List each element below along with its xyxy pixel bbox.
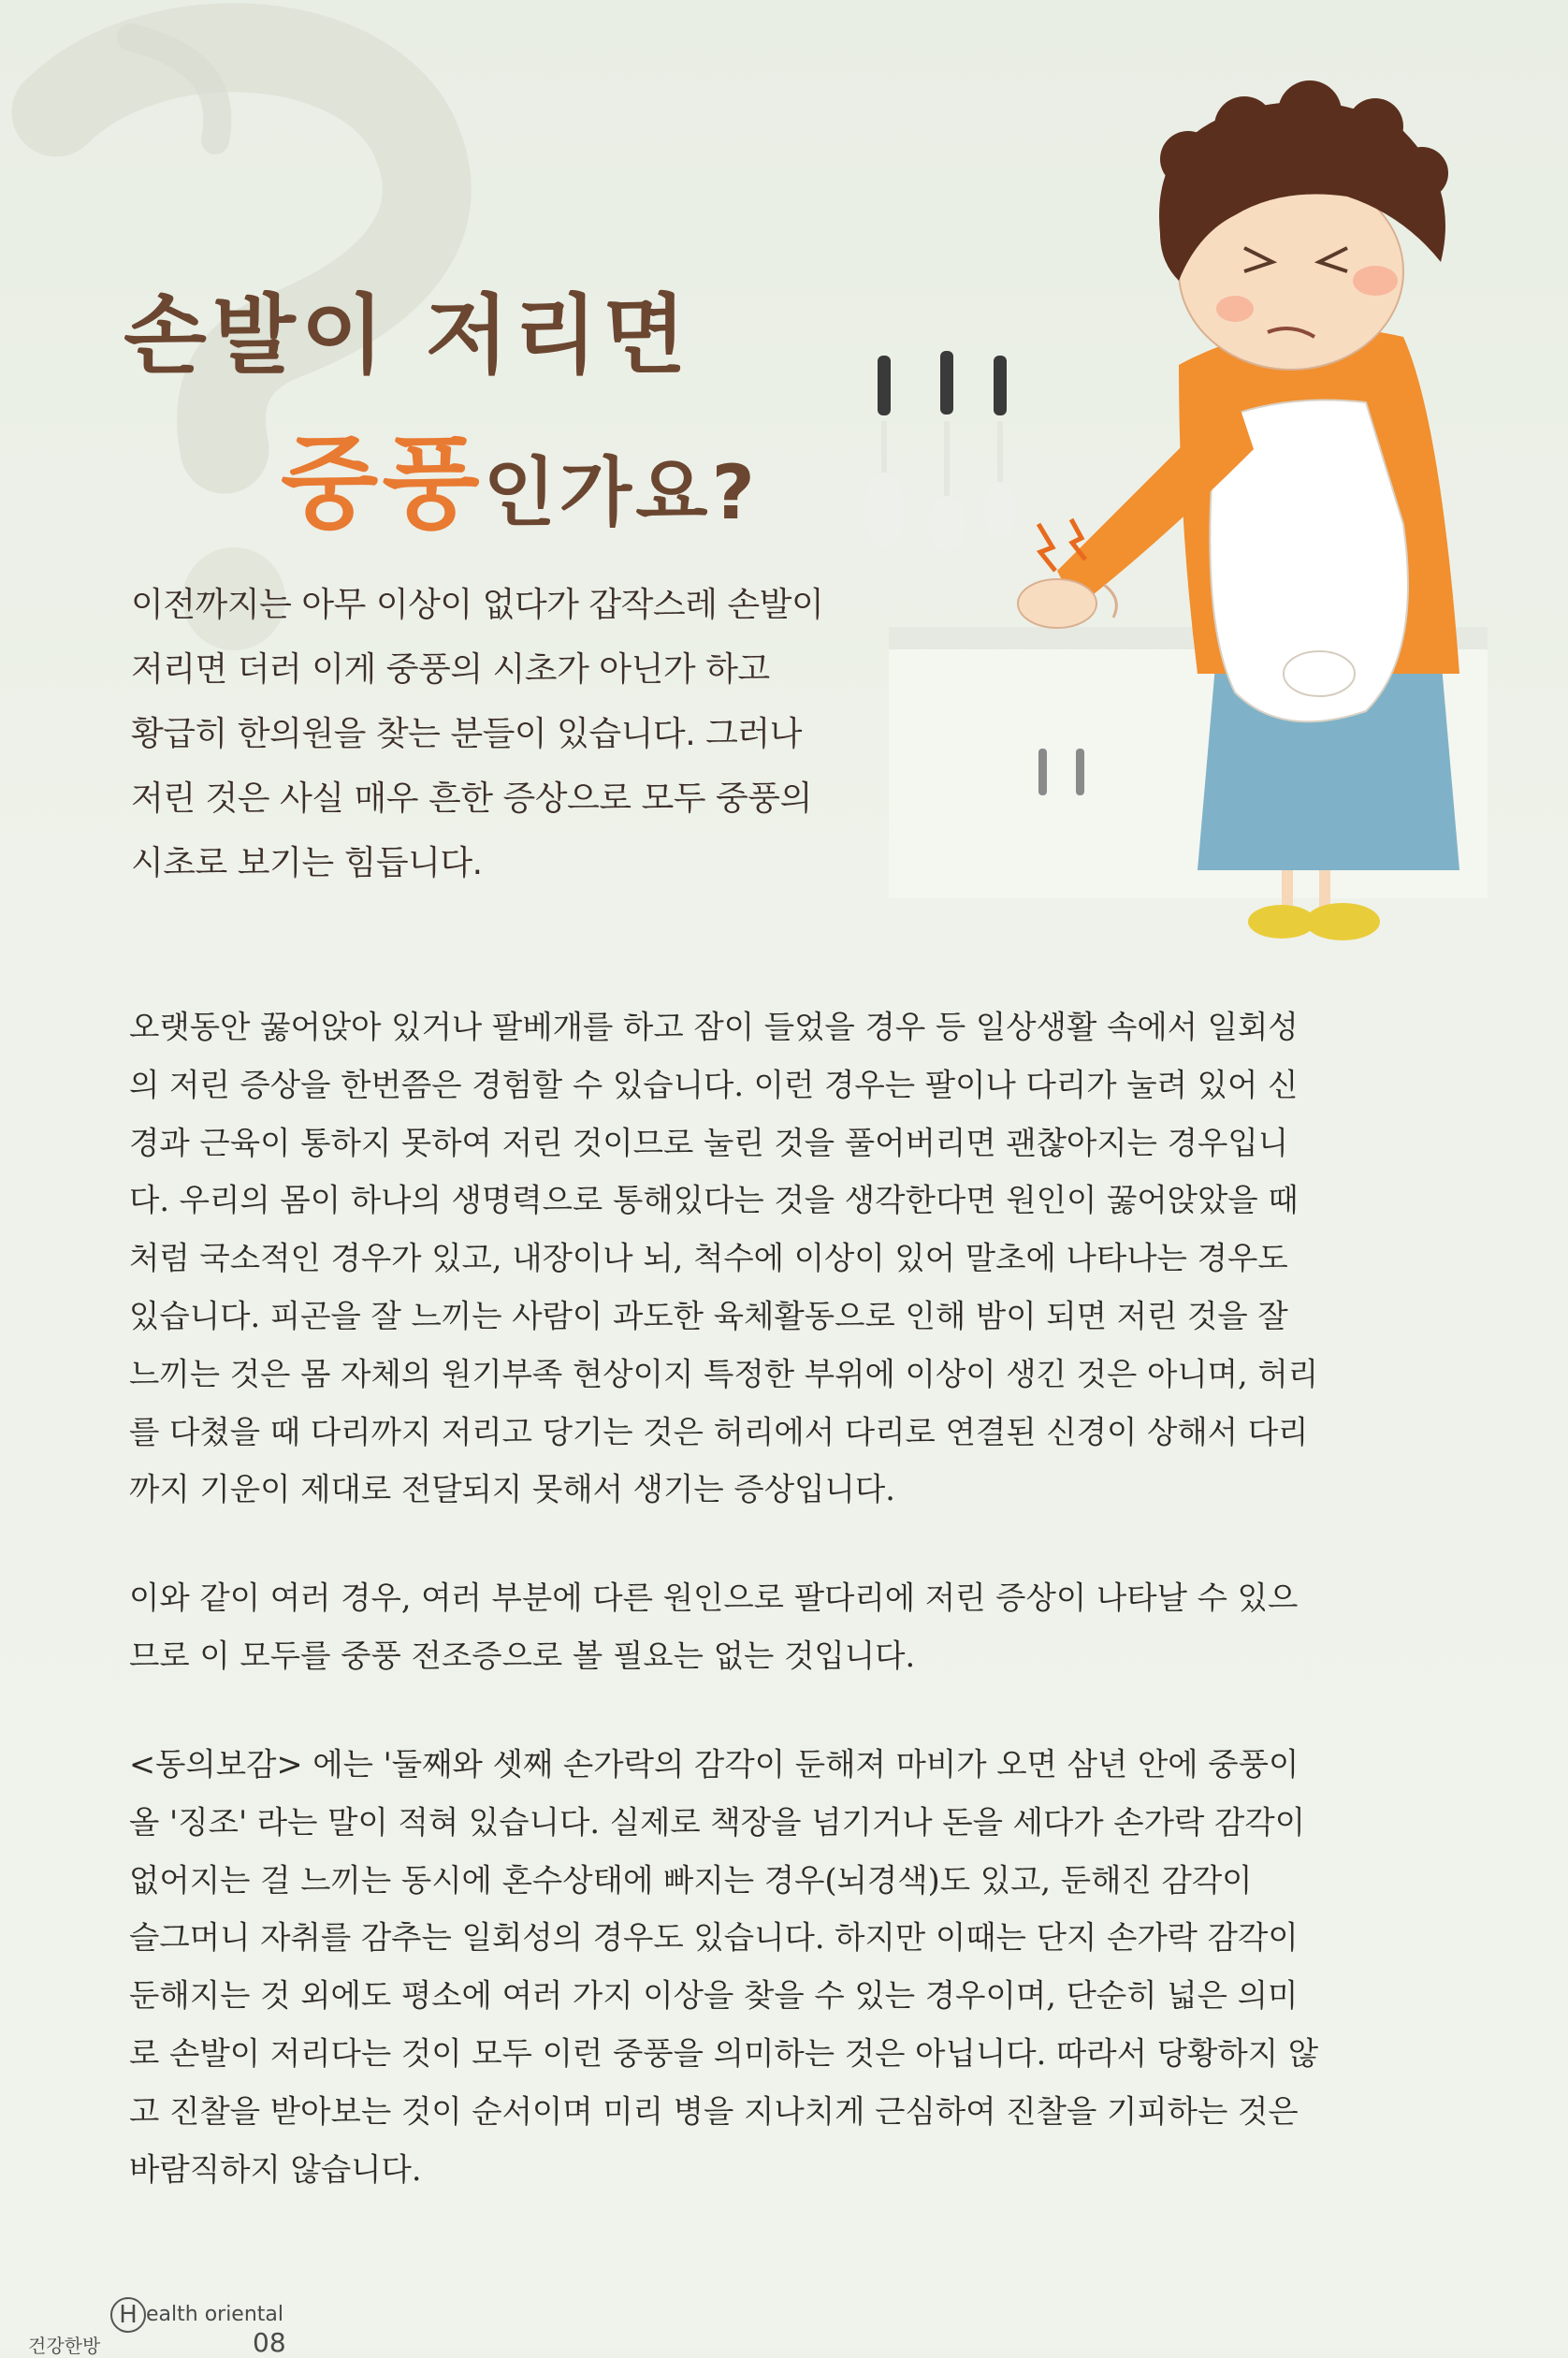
intro-line: 이전까지는 아무 이상이 없다가 갑작스레 손발이 (131, 586, 824, 624)
intro-line: 시초로 보기는 힘듭니다. (131, 844, 483, 882)
body-line: 로 손발이 저리다는 것이 모두 이런 중풍을 의미하는 것은 아닙니다. 따라서 당황하지 않 (129, 2034, 1319, 2072)
title-line-1: 손발이 저리면 (123, 285, 692, 386)
body-line: 느끼는 것은 몸 자체의 원기부족 현상이지 특정한 부위에 이상이 생긴 것은 아니며, 허리 (129, 1355, 1319, 1392)
body-line: 올 '징조' 라는 말이 적혀 있습니다. 실제로 책장을 넘기거나 돈을 세다가 손가락 감각이 (129, 1803, 1306, 1841)
title-accent-word: 중풍 (281, 426, 484, 543)
publication-name: 건강한방 (28, 2335, 101, 2357)
page-number: 08 (253, 2327, 286, 2358)
body-line: 있습니다. 피곤을 잘 느끼는 사람이 과도한 육체활동으로 인해 밤이 되면 저린 것을 잘 (129, 1297, 1288, 1334)
intro-line: 황급히 한의원을 찾는 분들이 있습니다. 그러나 (131, 715, 802, 753)
title-rest: 인가요? (483, 449, 759, 536)
body-line: 까지 기운이 제대로 전달되지 못해서 생기는 증상입니다. (129, 1471, 895, 1508)
body-line: 이와 같이 여러 경우, 여러 부분에 다른 원인으로 팔다리에 저린 증상이 나타날 수 있으 (129, 1579, 1299, 1616)
intro-paragraph (131, 573, 870, 895)
body-line: 경과 근육이 통하지 못하여 저린 것이므로 눌린 것을 풀어버리면 괜찮아지는 경우입니 (129, 1124, 1289, 1161)
body-paragraph-2 (129, 1569, 1439, 1685)
title-line-2 (281, 402, 759, 547)
woman-numb-wrist-illustration (842, 0, 1568, 964)
body-line: <동의보감> 에는 '둘째와 셋째 손가락의 감각이 둔해져 마비가 오면 삼년 안에 중풍이 (129, 1746, 1299, 1783)
body-line: 없어지는 걸 느끼는 동시에 혼수상태에 빠지는 경우(뇌경색)도 있고, 둔해진 감각이 (129, 1861, 1253, 1899)
brand-h-logo: H (110, 2297, 146, 2333)
body-line: 의 저린 증상을 한번쯤은 경험할 수 있습니다. 이런 경우는 팔이나 다리가 눌려 있어 신 (129, 1066, 1299, 1103)
body-paragraph-3 (129, 1736, 1439, 2198)
intro-line: 저리면 더러 이게 중풍의 시초가 아닌가 하고 (131, 650, 770, 689)
body-paragraph-1 (129, 998, 1439, 1519)
intro-line: 저린 것은 사실 매우 흔한 증상으로 모두 중풍의 (131, 779, 812, 818)
body-line: 처럼 국소적인 경우가 있고, 내장이나 뇌, 척수에 이상이 있어 말초에 나타나는 경우도 (129, 1240, 1288, 1277)
body-line: 슬그머니 자취를 감추는 일회성의 경우도 있습니다. 하지만 이때는 단지 손가락 감각이 (129, 1919, 1299, 1957)
body-line: 를 다쳤을 때 다리까지 저리고 당기는 것은 허리에서 다리로 연결된 신경이 상해서 다리 (129, 1413, 1309, 1450)
body-line: 바람직하지 않습니다. (129, 2150, 422, 2188)
body-line: 고 진찰을 받아보는 것이 순서이며 미리 병을 지나치게 근심하여 진찰을 기피하는 것은 (129, 2092, 1299, 2130)
body-line: 오랫동안 꿇어앉아 있거나 팔베개를 하고 잠이 들었을 경우 등 일상생활 속에서 일회성 (129, 1009, 1299, 1045)
body-line: 다. 우리의 몸이 하나의 생명력으로 통해있다는 것을 생각한다면 원인이 꿇어앉았을 때 (129, 1182, 1299, 1219)
body-line: 둔해지는 것 외에도 평소에 여러 가지 이상을 찾을 수 있는 경우이며, 단순히 넓은 의미 (129, 1977, 1299, 2015)
body-line: 므로 이 모두를 중풍 전조증으로 볼 필요는 없는 것입니다. (129, 1637, 916, 1674)
brand-name: ealth oriental (146, 2303, 284, 2326)
